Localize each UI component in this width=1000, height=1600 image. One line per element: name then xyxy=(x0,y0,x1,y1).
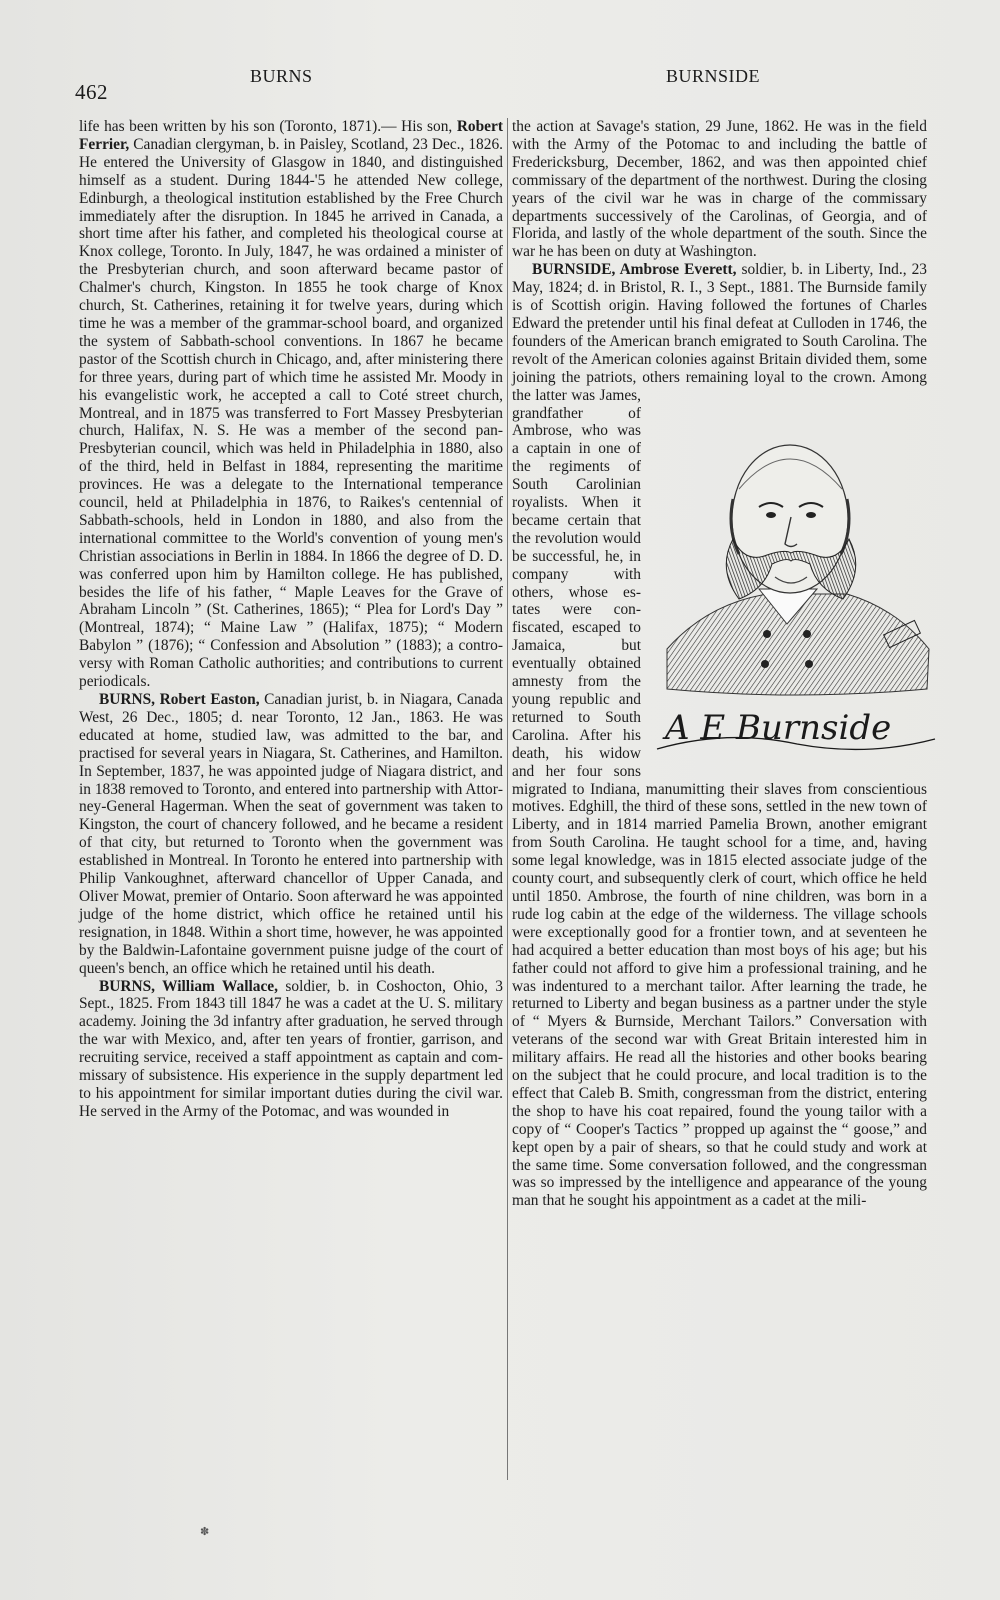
entry-name: BURNSIDE, Ambrose Everett, xyxy=(532,261,737,279)
column-divider xyxy=(507,118,508,1480)
entry-name: BURNS, William Wallace, xyxy=(99,977,278,995)
entry-robert-easton-burns xyxy=(79,691,503,978)
entry-name: BURNS, Robert Easton, xyxy=(99,691,260,708)
entry-body-rest: grandfather of Ambrose, who was a captain in one of the regiments of South Carolinian royalists. When it became certain that the revolution would be successful, he, in company with others, whose estates were confiscated, escaped to Jamaica, but eventually obtained amnesty from the young republic and returned to South Carolina. After his death, his widow and her four sons migrated to Indiana, manumitting their slaves from conscientious motives. Edghill, the third of these sons, settled in the new town of Liberty, and in 1814 married Pamelia Brown, another emigrant from South Carolina. He taught school for a time, and, having some legal knowledge, was in 1815 elected associate judge of the county court, and subsequently clerk of court, which office he held until 1850. Ambrose, the fourth of nine children, was born in a rude log cabin at the edge of the wilderness. The village schools were exceptionally good for a frontier town, and at seventeen he had acquired a better education than most boys of his age; but his father could not afford to give him a professional training, and he was indentured to a merchant tailor. After learning the trade, he returned to Liberty and began business as a partner under the style of “ Myers & Burnside, Merchant Tailors.” Conversation with veterans of the second war with Great Britain interested him in military affairs. He read all the histories and other books bearing on the subject that he could procure, and local tradition is to the effect that Caleb B. Smith, congressman from the district, entering the shop to have his coat repaired, found the young tailor with a copy of “ Cooper's Tactics ” propped up against the “ goose,” and kept open by a pair of shears, so that he could study and work at the same time. Some conversation followed, and the congressman was so impressed by the intelligence and appearance of the young man that he sought his appointment as a cadet at the mili- xyxy=(512,404,927,1210)
print-mark: ✽ xyxy=(200,1526,210,1538)
running-head-left: BURNS xyxy=(250,66,313,86)
entry-name: Robert Ferrier, xyxy=(79,118,503,153)
entry-body: Canadian jurist, b. in Niagara, Canada West, 26 Dec., 1805; d. near Toronto, 12 Jan., 1863. He was educated at home, studied law, was admitted to the bar, and practised for several years in Niagara, St. Catherines, and Hamilton. In September, 1837, he was appointed judge of Niagara district, and in 1838 removed to Toronto, and entered into partnership with Attorney-General Hagerman. When the seat of government was taken to Kingston, the court of chancery followed, and he became a resident of that city, but returned to Toronto when the government was established in Montreal. In Toronto he entered into partnership with Philip Vankoughnet, afterward chancellor of Upper Canada, and Oliver Mowat, premier of Ontario. Soon afterward he was appointed judge of the home district, which office he retained until his resignation, in 1848. Within a short time, however, he was appointed by the Baldwin-Lafontaine government puisne judge of the court of queen's bench, an office which he retained until his death. xyxy=(79,691,504,977)
page-number: 462 xyxy=(75,80,108,104)
portrait-engraving xyxy=(647,389,939,771)
entry-continuation: the action at Savage's station, 29 June, 1862. He was in the field with the Army of the Potomac to and including the battle of Fredericksburg, December, 1862, and was then appointed chief commissary of the department of the northwest. During the closing years of the civil war he was in charge of the commissary departments successively of the Carolinas, of Georgia, and of Florida, and lastly of the whole department of the south. Since the war he has been on duty at Washington. xyxy=(512,118,927,261)
continuation-text: life has been written by his son (Toronto, 1871).— His son, xyxy=(79,118,453,135)
signature-text: A E Burnside xyxy=(665,707,892,748)
entry-body-start: soldier, b. in Liberty, Ind., 23 May, 1824; d. in Bristol, R. I., 3 Sept., 1881. The Burnside family is of Scottish origin. Having followed the fortunes of Charles Edward the pretender until his final defeat at Culloden in 1746, the founders of the American branch emigrated to South Carolina. The revolt of the American colonies against Britain divided them, some joining the patriots, others remaining loyal to the crown. Among the latter was James, xyxy=(512,261,927,404)
portrait-illustration xyxy=(647,389,939,771)
entry-body: Canadian clergyman, b. in Paisley, Scotland, 23 Dec., 1826. He entered the University of Glasgow in 1840, and distinguished himself as a student. During 1844-'5 he attended New college, Edinburgh, a theological institution established by the Free Church immediately after the disruption. In 1845 he arrived in Canada, a short time after his father, and completed his theological course at Knox college, Toronto. In July, 1847, he was ordained a minister of the Presbyterian church, and soon afterward became pastor of Chalmer's church, Kingston. In 1855 he took charge of Knox church, St. Catherines, retaining it for twelve years, during which time he was a member of the grammar-school board, and organized the system of Sabbath-school conventions. In 1867 he became pastor of the Scottish church in Chicago, and, after ministering there for three years, during part of which time he assisted Mr. Moody in his evangelistic work, he accepted a call to Coté street church, Montreal, and in 1875 was transferred to Fort Massey Presbyterian church, Halifax, N. S. He was a member of the second pan-Presbyterian council, which was held in Philadelphia in 1880, also of the third, held in Belfast in 1884, representing the maritime provinces. He was a delegate to the International temperance council, held at Philadelphia in 1876, to Raikes's centennial of Sabbath-schools, held in London in 1880, and also from the international committee to the World's convention of young men's Christian associations in Berlin in 1884. In 1866 the degree of D. D. was conferred upon him by Hamilton college. He has published, besides the life of his father, “ Maple Leaves for the Grave of Abraham Lincoln ” (St. Catherines, 1865); “ Plea for Lord's Day ” (Montreal, 1874); “ Maine Law ” (Halifax, 1875); “ Modern Babylon ” (1876); “ Confession and Absolution ” (1883); a controversy with Roman Catholic authorities; and contributions to current periodicals. xyxy=(79,135,503,691)
entry-body: soldier, b. in Coshocton, Ohio, 3 Sept., 1825. From 1843 till 1847 he was a cadet at the U. S. military academy. Joining the 3d infantry after graduation, he served through the war with Mexico, and, after ten years of frontier, garrison, and recruiting service, received a staff appointment as captain and commissary of subsistence. His experience in the supply department led to his appointment for similar important duties during the civil war. He served in the Army of the Potomac, and was wounded in xyxy=(79,977,503,1120)
entry-ambrose-burnside xyxy=(512,261,927,1210)
entry-robert-ferrier-burns xyxy=(79,118,503,691)
left-column xyxy=(79,118,503,1121)
entry-william-wallace-burns xyxy=(79,978,503,1121)
running-head-right: BURNSIDE xyxy=(666,66,761,86)
right-column xyxy=(512,118,927,1210)
